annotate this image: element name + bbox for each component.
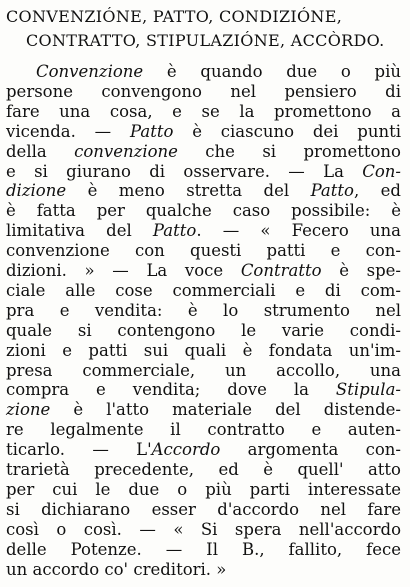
body-line <box>6 419 401 441</box>
body-line <box>6 320 401 342</box>
body-text: è meno stretta del <box>66 181 311 201</box>
body-text: pra e vendita: è lo strumento nel <box>6 300 401 320</box>
body-text: è l'atto materiale del distende- <box>50 400 401 420</box>
body-text: argomenta con- <box>220 440 401 460</box>
body-line <box>6 399 401 421</box>
body-text: è fatta per qualche caso possibile: è <box>6 201 401 221</box>
body-text: quale si contengono le varie condi- <box>6 320 401 340</box>
body-text: compra e vendita; dove la <box>6 380 336 400</box>
body-line <box>6 539 401 561</box>
italic-term: convenzione <box>74 141 178 161</box>
entry-heading-line-2: CONTRATTO, STIPULAZIÓNE, ACCÒRDO. <box>26 31 385 50</box>
body-line <box>6 161 401 183</box>
body-text: trarietà precedente, ed è quell' atto <box>6 460 401 479</box>
italic-term: Accordo <box>151 440 221 460</box>
italic-term: Patto <box>152 221 197 241</box>
body-text: ciale alle cose commerciali e di com- <box>6 280 401 300</box>
italic-term: Patto <box>130 121 174 141</box>
italic-term: Patto <box>310 181 354 201</box>
body-line <box>6 499 401 521</box>
entry-heading-line-1: CONVENZIÓNE, PATTO, CONDIZIÓNE, <box>6 7 343 26</box>
body-text: convenzione con questi patti e con- <box>6 241 401 261</box>
body-line <box>6 260 401 282</box>
body-line <box>6 200 401 222</box>
body-text: si dichiarano esser d'accordo nel fare <box>6 499 401 519</box>
body-line <box>6 141 401 163</box>
body-text: . — « Fecero una <box>196 221 401 241</box>
body-line <box>6 459 401 481</box>
body-text: un accordo co' creditori. » <box>6 559 227 579</box>
italic-term: Convenzione <box>36 62 144 81</box>
body-line <box>6 180 401 202</box>
body-text: persone convengono nel pensiero di <box>6 81 401 101</box>
body-line <box>6 121 401 143</box>
body-text: è quando due o più <box>143 62 401 81</box>
body-line <box>6 300 401 322</box>
body-text: è ciascuno dei punti <box>173 121 401 141</box>
body-line <box>6 340 401 362</box>
body-text: così o così. — « Si spera nell'accordo <box>6 519 401 539</box>
body-text: presa commerciale, un accollo, una <box>6 360 401 380</box>
body-text: è spe- <box>321 261 401 280</box>
body-line <box>6 559 401 581</box>
body-line <box>6 81 401 103</box>
body-text: della <box>6 141 75 161</box>
body-line <box>6 240 401 262</box>
body-line <box>6 379 401 401</box>
body-line <box>6 220 401 242</box>
body-line <box>6 280 401 302</box>
body-text: fare una cosa, e se la promettono a <box>6 101 401 121</box>
body-text: che si promettono <box>177 141 401 161</box>
italic-term: Contratto <box>240 261 322 280</box>
body-text: zioni e patti sui quali è fondata un'im- <box>6 340 401 360</box>
body-line <box>6 101 401 123</box>
body-text: , ed <box>353 181 401 201</box>
body-text: vicenda. — <box>6 121 130 141</box>
body-line <box>6 479 401 501</box>
body-text: e si giurano di osservare. — La <box>6 161 363 181</box>
body-text: per cui le due o più parti interessate <box>6 479 401 499</box>
body-text: delle Potenze. — Il B., fallito, fece <box>6 539 401 559</box>
italic-term: zione <box>6 400 51 420</box>
body-text: ticarlo. — L' <box>6 440 152 460</box>
body-line <box>6 519 401 541</box>
body-line <box>6 439 401 461</box>
body-line <box>36 61 401 83</box>
body-line <box>6 360 401 382</box>
italic-term: dizione <box>6 181 67 201</box>
italic-term: Con- <box>362 161 401 181</box>
body-text: dizioni. » — La voce <box>6 261 241 280</box>
italic-term: Stipula- <box>335 380 401 400</box>
body-text: limitativa del <box>6 221 153 241</box>
body-text: re legalmente il contratto e auten- <box>6 420 401 440</box>
